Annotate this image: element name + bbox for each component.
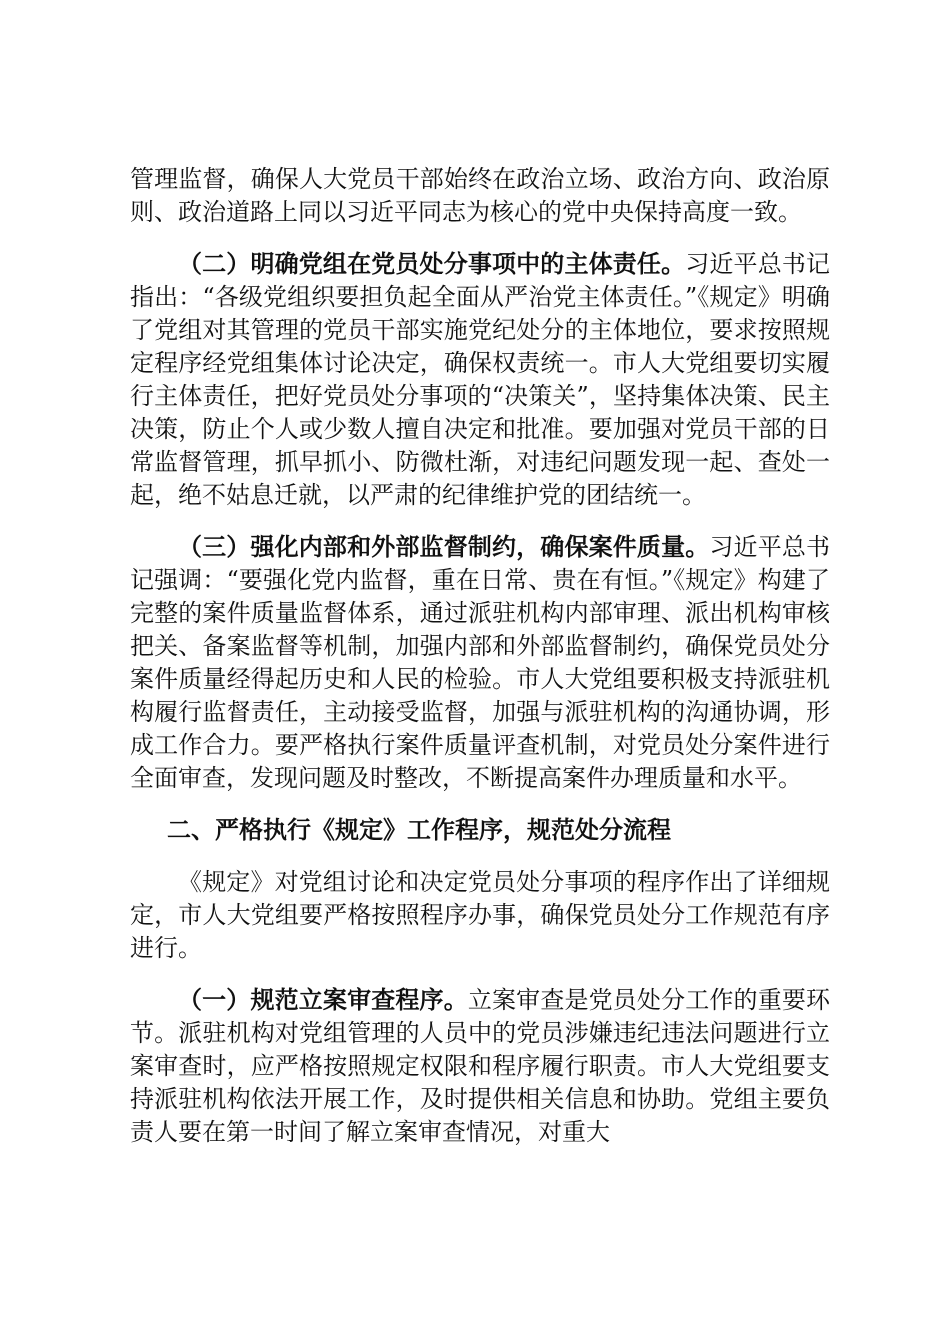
paragraph-case-review bbox=[130, 984, 830, 1149]
section-intro: 《规定》对党组讨论和决定党员处分事项的程序作出了详细规定，市人大党组要严格按照程序办事，确保党员处分工作规范有序进行。 bbox=[130, 868, 830, 962]
paragraph-lead: （三）强化内部和外部监督制约，确保案件质量。 bbox=[178, 533, 710, 561]
paragraph-text: 管理监督，确保人大党员干部始终在政治立场、政治方向、政治原则、政治道路上同以习近平同志为核心的党中央保持高度一致。 bbox=[130, 165, 830, 226]
paragraph-subject-responsibility bbox=[130, 248, 830, 512]
paragraph-text: 习近平总书记指出：“各级党组织要担负起全面从严治党主体责任。”《规定》明确了党组对其管理的党员干部实施党纪处分的主体地位，要求按照规定程序经党组集体讨论决定，确保权责统一。市人大党组要切实履行主体责任，把好党员处分事项的“决策关”，坚持集体决策、民主决策，防止个人或少数人擅自决定和批准。要加强对党员干部的日常监督管理，抓早抓小、防微杜渐，对违纪问题发现一起、查处一起，绝不姑息迁就，以严肃的纪律维护党的团结统一。 bbox=[130, 250, 831, 509]
paragraph-text: 习近平总书记强调：“要强化党内监督，重在日常、贵在有恒。”《规定》构建了完整的案件质量监督体系，通过派驻机构内部审理、派出机构审核把关、备案监督等机制，加强内部和外部监督制约，确保党员处分案件质量经得起历史和人民的检验。市人大党组要积极支持派驻机构履行监督责任，主动接受监督，加强与派驻机构的沟通协调，形成工作合力。要严格执行案件质量评查机制，对党员处分案件进行全面审查，发现问题及时整改，不断提高案件办理质量和水平。 bbox=[130, 533, 831, 792]
paragraph-lead: （二）明确党组在党员处分事项中的主体责任。 bbox=[178, 250, 686, 278]
paragraph-lead: （一）规范立案审查程序。 bbox=[178, 986, 468, 1014]
paragraph-continuation bbox=[130, 163, 830, 229]
paragraph-text: 立案审查是党员处分工作的重要环节。派驻机构对党组管理的人员中的党员涉嫌违纪违法问题进行立案审查时，应严格按照规定权限和程序履行职责。市人大党组要支持派驻机构依法开展工作，及时提供相关信息和协助。党组主要负责人要在第一时间了解立案审查情况，对重大 bbox=[130, 986, 831, 1146]
section-heading: 二、严格执行《规定》工作程序，规范处分流程 bbox=[167, 816, 671, 844]
paragraph-supervision bbox=[130, 531, 830, 795]
document-body bbox=[130, 163, 830, 1168]
